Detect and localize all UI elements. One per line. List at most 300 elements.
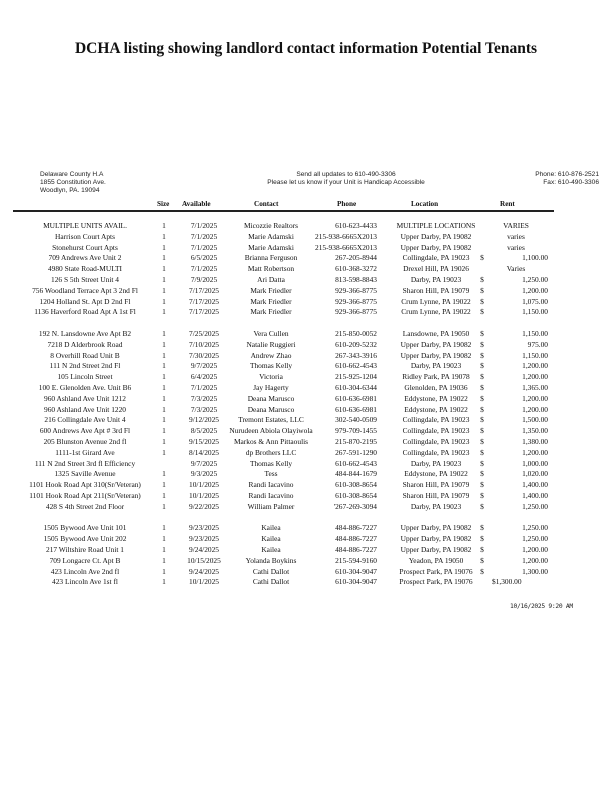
row-location: Yeadon, PA 19050 <box>408 555 464 565</box>
row-size: 1 <box>162 555 166 565</box>
row-rent: 1,200.00 <box>522 393 548 403</box>
row-size: 1 <box>162 393 166 403</box>
row-contact: Victoria <box>259 372 283 382</box>
row-size: 1 <box>162 253 166 263</box>
row-phone: 484-886-7227 <box>335 523 377 533</box>
row-location: Darby, PA 19023 <box>410 458 462 468</box>
row-address: 1505 Bywood Ave Unit 202 <box>43 534 127 544</box>
row-available-date: 10/15/2025 <box>187 555 221 565</box>
row-available-date: 7/9/2025 <box>190 274 218 284</box>
row-dollar-sign: $ <box>480 285 484 295</box>
row-contact: Randi Iacavino <box>248 480 294 490</box>
row-size: 1 <box>162 490 166 500</box>
row-address: 100 E. Glenolden Ave. Unit B6 <box>38 382 132 392</box>
row-available-date: 8/5/2025 <box>190 426 218 436</box>
row-address: 960 Ashland Ave Unit 1212 <box>44 393 126 403</box>
row-location: Lansdowne, PA 19050 <box>402 328 470 338</box>
row-rent: 1,200.00 <box>522 285 548 295</box>
row-address: Harrison Court Apts <box>55 231 115 241</box>
row-available-date: 10/1/2025 <box>189 480 219 490</box>
row-phone: 215-870-2195 <box>335 436 377 446</box>
row-contact: Andrew Zhao <box>250 350 292 360</box>
row-location: Upper Darby, PA 19082 <box>400 534 472 544</box>
row-rent: 1,075.00 <box>522 296 548 306</box>
row-available-date: 9/15/2025 <box>189 436 219 446</box>
row-rent: 1,200.00 <box>522 404 548 414</box>
row-contact: Deana Marusco <box>247 393 295 403</box>
fax-number: Fax: 610-490-3306 <box>543 179 599 187</box>
row-location: Drexel Hill, PA 19026 <box>403 264 469 274</box>
row-phone: 610-304-6344 <box>335 382 377 392</box>
row-phone: 267-343-3916 <box>335 350 377 360</box>
row-address: 1204 Holland St. Apt D 2nd Fl <box>39 296 131 306</box>
row-contact: Natalie Ruggieri <box>246 339 296 349</box>
row-available-date: 10/1/2025 <box>189 490 219 500</box>
notice-line1: Send all updates to 610-490-3306 <box>296 171 396 178</box>
row-phone: 302-540-0509 <box>335 415 377 425</box>
row-size: 1 <box>162 231 166 241</box>
row-dollar-sign: $ <box>480 361 484 371</box>
row-size: 1 <box>162 328 166 338</box>
row-contact: Jay Hagerty <box>253 382 289 392</box>
row-size: 1 <box>162 372 166 382</box>
row-phone: 610-636-6981 <box>335 404 377 414</box>
row-size: 1 <box>162 566 166 576</box>
row-size: 1 <box>162 274 166 284</box>
row-available-date: 9/24/2025 <box>189 544 219 554</box>
row-available-date: 7/1/2025 <box>190 221 218 230</box>
row-rent: 1,020.00 <box>522 469 548 479</box>
row-size: 1 <box>162 339 166 349</box>
table-row <box>0 243 612 254</box>
row-contact: Nurudeen Abiola Olayiwola <box>229 426 313 436</box>
row-contact: Yolanda Boykins <box>245 555 297 565</box>
row-available-date: 7/3/2025 <box>190 393 218 403</box>
row-rent: 1,300.00 <box>522 566 548 576</box>
row-location: Collingdale, PA 19023 <box>402 415 470 425</box>
row-rent: 1,200.00 <box>522 361 548 371</box>
row-contact: dp Brothers LLC <box>245 447 297 457</box>
org-name: Delaware County H.A <box>40 171 104 178</box>
row-address: 423 Lincoln Ave 2nd fl <box>50 566 120 576</box>
notice-line2: Please let us know if your Unit is Handicap Accessible <box>267 179 425 187</box>
row-rent: 1,250.00 <box>522 534 548 544</box>
row-dollar-sign: $ <box>480 501 484 511</box>
row-location: Sharon Hill, PA 19079 <box>402 490 470 500</box>
row-available-date: 9/22/2025 <box>189 501 219 511</box>
row-contact: Kailea <box>261 523 281 533</box>
column-header-phone: Phone <box>337 200 357 208</box>
table-row <box>0 221 612 232</box>
row-address: 217 Wiltshire Road Unit 1 <box>46 544 124 554</box>
row-available-date: 7/10/2025 <box>189 339 219 349</box>
row-phone: 929-366-8775 <box>335 307 377 317</box>
row-dollar-sign: $ <box>480 328 484 338</box>
row-location: Upper Darby, PA 19082 <box>400 544 472 554</box>
row-size: 1 <box>162 242 166 252</box>
row-size: 1 <box>162 307 166 317</box>
row-phone: 813-598-8843 <box>335 274 377 284</box>
row-available-date: 7/30/2025 <box>189 350 219 360</box>
row-dollar-sign: $ <box>480 534 484 544</box>
row-spacer <box>0 318 612 329</box>
row-contact: Mark Friedler <box>250 285 292 295</box>
row-dollar-sign: $ <box>480 350 484 360</box>
row-dollar-sign: $ <box>480 393 484 403</box>
row-address: MULTIPLE UNITS AVAIL. <box>43 221 127 230</box>
table-row <box>0 567 612 578</box>
row-phone: 610-308-8654 <box>335 480 377 490</box>
row-location: Prospect Park, PA 19076 <box>399 577 473 587</box>
organization-address <box>40 171 106 196</box>
row-address: 428 S 4th Street 2nd Floor <box>45 501 125 511</box>
row-rent: 1,200.00 <box>522 447 548 457</box>
row-dollar-sign: $ <box>480 523 484 533</box>
row-size: 1 <box>162 480 166 490</box>
row-contact: Matt Robertson <box>247 264 295 274</box>
row-contact: Cathi Dallot <box>252 566 290 576</box>
table-row <box>0 253 612 264</box>
table-row <box>0 394 612 405</box>
table-row <box>0 459 612 470</box>
table-row <box>0 491 612 502</box>
listing-table <box>0 221 612 588</box>
table-row <box>0 469 612 480</box>
header-divider <box>13 210 554 212</box>
row-contact: Thomas Kelly <box>249 458 293 468</box>
row-dollar-sign: $ <box>480 458 484 468</box>
row-dollar-sign: $ <box>480 555 484 565</box>
row-address: 8 Overhill Road Unit B <box>50 350 120 360</box>
row-rent: Varies <box>506 264 526 274</box>
column-header-location: Location <box>411 200 439 208</box>
row-address: 111 N 2nd Street 3rd fl Efficiency <box>34 458 136 468</box>
row-rent: varies <box>507 231 525 241</box>
row-available-date: 7/1/2025 <box>190 382 218 392</box>
row-size: 1 <box>162 350 166 360</box>
table-row <box>0 448 612 459</box>
row-size: 1 <box>162 426 166 436</box>
row-location: Sharon Hill, PA 19079 <box>402 480 470 490</box>
row-size: 1 <box>162 534 166 544</box>
row-rent: 1,200.00 <box>522 544 548 554</box>
row-available-date: 9/3/2025 <box>190 469 218 479</box>
table-row <box>0 577 612 588</box>
row-contact: Brianna Ferguson <box>244 253 298 263</box>
row-available-date: 7/1/2025 <box>190 242 218 252</box>
row-contact: Vera Cullen <box>253 328 289 338</box>
row-address: 1136 Haverford Road Apt A 1st Fl <box>34 307 136 317</box>
row-dollar-sign: $ <box>480 544 484 554</box>
row-dollar-sign: $ <box>480 404 484 414</box>
table-row <box>0 307 612 318</box>
row-phone: 215-925-1204 <box>335 372 377 382</box>
row-phone: 929-366-8775 <box>335 285 377 295</box>
row-phone: 215-938-6665X2013 <box>315 231 377 241</box>
row-available-date: 9/12/2025 <box>189 415 219 425</box>
row-dollar-sign: $ <box>480 296 484 306</box>
row-contact: Tess <box>264 469 278 479</box>
row-size: 1 <box>162 447 166 457</box>
row-address: 709 Andrews Ave Unit 2 <box>48 253 122 263</box>
row-available-date: 9/24/2025 <box>189 566 219 576</box>
row-address: 4980 State Road-MULTI <box>47 264 123 274</box>
table-row <box>0 275 612 286</box>
org-address-line1: 1855 Constitution Ave. <box>40 179 106 187</box>
row-contact: Mark Friedler <box>250 296 292 306</box>
row-phone: 610-368-3272 <box>335 264 377 274</box>
row-dollar-sign: $ <box>480 253 484 263</box>
row-available-date: 9/23/2025 <box>189 534 219 544</box>
row-rent: 1,250.00 <box>522 274 548 284</box>
row-phone: 610-308-8654 <box>335 490 377 500</box>
table-row <box>0 340 612 351</box>
row-phone: 267-591-1290 <box>335 447 377 457</box>
row-size: 1 <box>162 285 166 295</box>
table-row <box>0 286 612 297</box>
row-dollar-sign: $ <box>480 372 484 382</box>
row-rent: $1,300.00 <box>492 577 522 587</box>
column-header-contact: Contact <box>254 200 279 208</box>
row-size: 1 <box>162 264 166 274</box>
table-row <box>0 502 612 513</box>
row-rent: 1,380.00 <box>522 436 548 446</box>
row-rent: 1,100.00 <box>522 253 548 263</box>
table-row <box>0 232 612 243</box>
row-contact: Micozzie Realtors <box>244 221 298 230</box>
table-row <box>0 545 612 556</box>
row-size: 1 <box>162 577 166 587</box>
row-dollar-sign: $ <box>480 307 484 317</box>
row-location: Sharon Hill, PA 19079 <box>402 285 470 295</box>
row-rent: 1,200.00 <box>522 372 548 382</box>
row-address: 105 Lincoln Street <box>57 372 113 382</box>
row-contact: Kailea <box>261 534 281 544</box>
row-rent: 975.00 <box>527 339 548 349</box>
row-rent: 1,150.00 <box>522 350 548 360</box>
row-available-date: 8/14/2025 <box>189 447 219 457</box>
row-contact: Mark Friedler <box>250 307 292 317</box>
page-title: DCHA listing showing landlord contact information Potential Tenants <box>74 40 538 57</box>
row-phone: '267-269-3094 <box>333 501 377 511</box>
row-location: MULTIPLE LOCATIONS <box>396 221 476 230</box>
row-dollar-sign: $ <box>480 382 484 392</box>
row-location: Eddystone, PA 19022 <box>404 404 468 414</box>
row-location: Darby, PA 19023 <box>410 361 462 371</box>
row-dollar-sign: $ <box>480 469 484 479</box>
column-header-available: Available <box>182 200 211 208</box>
row-phone: 610-209-5232 <box>335 339 377 349</box>
table-row <box>0 437 612 448</box>
row-rent: 1,200.00 <box>522 555 548 565</box>
row-size: 1 <box>162 544 166 554</box>
table-row <box>0 297 612 308</box>
table-row <box>0 534 612 545</box>
phone-number: Phone: 610-876-2521 <box>535 171 599 178</box>
row-phone: 610-662-4543 <box>335 458 377 468</box>
table-row <box>0 480 612 491</box>
row-size: 1 <box>162 436 166 446</box>
row-dollar-sign: $ <box>480 436 484 446</box>
row-phone: 484-886-7227 <box>335 534 377 544</box>
row-available-date: 7/17/2025 <box>189 285 219 295</box>
row-contact: Kailea <box>261 544 281 554</box>
row-address: 1101 Hook Road Apt 310(Sr/Veteran) <box>29 480 141 490</box>
row-size: 1 <box>162 415 166 425</box>
row-address: 216 Collingdale Ave Unit 4 <box>44 415 126 425</box>
row-location: Collingdale, PA 19023 <box>402 447 470 457</box>
table-row <box>0 556 612 567</box>
row-location: Eddystone, PA 19022 <box>404 469 468 479</box>
row-contact: Tremont Estates, LLC <box>238 415 304 425</box>
column-header-size: Size <box>157 200 170 208</box>
row-address: 960 Ashland Ave Unit 1220 <box>44 404 126 414</box>
org-address-line2: Woodlyn, PA. 19094 <box>40 187 100 195</box>
row-rent: 1,350.00 <box>522 426 548 436</box>
row-address: 205 Blunston Avenue 2nd fl <box>43 436 127 446</box>
row-contact: Ari Datta <box>257 274 285 284</box>
row-address: 600 Andrews Ave Apt # 3rd Fl <box>39 426 131 436</box>
row-phone: 610-623-4433 <box>335 221 377 230</box>
row-dollar-sign: $ <box>480 415 484 425</box>
print-timestamp: 10/16/2025 9:20 AM <box>510 603 573 610</box>
row-size: 1 <box>162 382 166 392</box>
row-location: Crum Lynne, PA 19022 <box>401 307 471 317</box>
row-location: Upper Darby, PA 19082 <box>400 350 472 360</box>
table-row <box>0 383 612 394</box>
row-address: 756 Woodland Terrace Apt 3 2nd Fl <box>32 285 138 295</box>
row-dollar-sign: $ <box>480 490 484 500</box>
row-spacer <box>0 513 612 524</box>
row-available-date: 10/1/2025 <box>189 577 219 587</box>
row-address: 1111-1st Girard Ave <box>55 447 115 457</box>
row-rent: VARIES <box>503 221 529 230</box>
row-size: 1 <box>162 296 166 306</box>
row-phone: 610-662-4543 <box>335 361 377 371</box>
row-contact: Markos & Ann Pittaoulis <box>233 436 309 446</box>
row-contact: Randi Iacavino <box>248 490 294 500</box>
row-available-date: 9/7/2025 <box>190 361 218 371</box>
row-address: Stonehurst Court Apts <box>52 242 118 252</box>
row-dollar-sign: $ <box>480 426 484 436</box>
row-phone: 610-304-9047 <box>335 577 377 587</box>
row-location: Darby, PA 19023 <box>410 274 462 284</box>
row-size: 1 <box>162 221 166 230</box>
table-row <box>0 415 612 426</box>
row-location: Darby, PA 19023 <box>410 501 462 511</box>
row-rent: 1,400.00 <box>522 480 548 490</box>
row-available-date: 6/4/2025 <box>190 372 218 382</box>
row-dollar-sign: $ <box>480 339 484 349</box>
row-location: Glenolden, PA 19036 <box>404 382 468 392</box>
row-address: 709 Longacre Ct. Apt B <box>49 555 121 565</box>
row-phone: 484-844-1679 <box>335 469 377 479</box>
row-dollar-sign: $ <box>480 274 484 284</box>
row-contact: Deana Marusco <box>247 404 295 414</box>
row-size: 1 <box>162 469 166 479</box>
row-size: 1 <box>162 361 166 371</box>
row-rent: 1,150.00 <box>522 328 548 338</box>
table-row <box>0 426 612 437</box>
row-rent: 1,365.00 <box>522 382 548 392</box>
row-available-date: 7/17/2025 <box>189 307 219 317</box>
row-available-date: 7/1/2025 <box>190 231 218 241</box>
row-available-date: 9/23/2025 <box>189 523 219 533</box>
contact-info <box>535 171 599 187</box>
row-rent: 1,250.00 <box>522 523 548 533</box>
column-header-rent: Rent <box>500 200 515 208</box>
row-rent: 1,000.00 <box>522 458 548 468</box>
row-address: 7218 D Alderbrook Road <box>47 339 123 349</box>
table-row <box>0 372 612 383</box>
row-location: Upper Darby, PA 19082 <box>400 242 472 252</box>
row-location: Eddystone, PA 19022 <box>404 393 468 403</box>
row-contact: Marie Adamski <box>248 242 294 252</box>
update-notice <box>236 171 456 187</box>
row-rent: 1,400.00 <box>522 490 548 500</box>
row-location: Upper Darby, PA 19082 <box>400 523 472 533</box>
row-phone: 484-886-7227 <box>335 544 377 554</box>
row-phone: 610-304-9047 <box>335 566 377 576</box>
table-row <box>0 523 612 534</box>
row-rent: varies <box>507 242 525 252</box>
row-available-date: 7/1/2025 <box>190 264 218 274</box>
row-available-date: 9/7/2025 <box>190 458 218 468</box>
row-dollar-sign: $ <box>480 447 484 457</box>
row-available-date: 7/17/2025 <box>189 296 219 306</box>
row-contact: William Palmer <box>247 501 295 511</box>
row-location: Upper Darby, PA 19082 <box>400 231 472 241</box>
row-location: Collingdale, PA 19023 <box>402 426 470 436</box>
row-available-date: 7/25/2025 <box>189 328 219 338</box>
row-contact: Cathi Dallot <box>252 577 290 587</box>
row-address: 111 N 2nd Street 2nd Fl <box>49 361 121 371</box>
row-location: Ridley Park, PA 19078 <box>402 372 470 382</box>
row-rent: 1,500.00 <box>522 415 548 425</box>
row-phone: 979-709-1455 <box>335 426 377 436</box>
table-row <box>0 329 612 340</box>
row-available-date: 6/5/2025 <box>190 253 218 263</box>
row-address: 1325 Saville Avenue <box>54 469 116 479</box>
table-row <box>0 405 612 416</box>
row-size: 1 <box>162 404 166 414</box>
row-location: Collingdale, PA 19023 <box>402 253 470 263</box>
row-phone: 929-366-8775 <box>335 296 377 306</box>
row-dollar-sign: $ <box>480 566 484 576</box>
row-contact: Thomas Kelly <box>249 361 293 371</box>
row-dollar-sign: $ <box>480 480 484 490</box>
row-address: 126 S 5th Street Unit 4 <box>51 274 119 284</box>
row-phone: 267-205-8944 <box>335 253 377 263</box>
row-size: 1 <box>162 523 166 533</box>
row-location: Crum Lynne, PA 19022 <box>401 296 471 306</box>
row-phone: 610-636-6981 <box>335 393 377 403</box>
row-location: Upper Darby, PA 19082 <box>400 339 472 349</box>
row-contact: Marie Adamski <box>248 231 294 241</box>
row-rent: 1,150.00 <box>522 307 548 317</box>
row-address: 423 Lincoln Ave 1st fl <box>52 577 118 587</box>
row-address: 1505 Bywood Ave Unit 101 <box>43 523 127 533</box>
row-size: 1 <box>162 501 166 511</box>
row-address: 1101 Hook Road Apt 211(Sr/Veteran) <box>29 490 141 500</box>
row-available-date: 7/3/2025 <box>190 404 218 414</box>
row-location: Collingdale, PA 19023 <box>402 436 470 446</box>
row-phone: 215-938-6665X2013 <box>315 242 377 252</box>
table-row <box>0 351 612 362</box>
row-rent: 1,250.00 <box>522 501 548 511</box>
row-address: 192 N. Lansdowne Ave Apt B2 <box>38 328 132 338</box>
row-phone: 215-850-0052 <box>335 328 377 338</box>
